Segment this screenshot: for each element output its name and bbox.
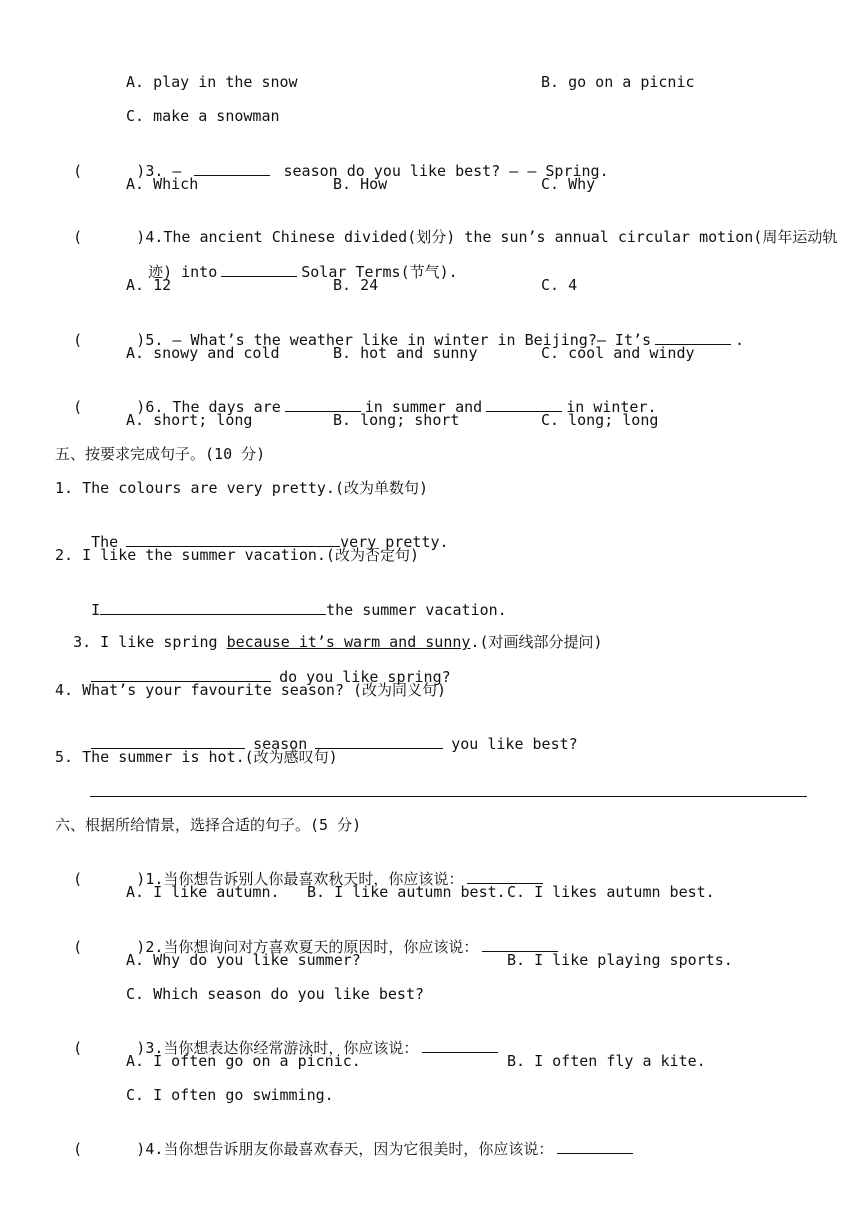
sentence-prompt: 4. What’s your favourite season? (改为同义句) — [55, 681, 447, 699]
answer-text: the summer vacation. — [326, 601, 507, 619]
question-4-cont — [130, 241, 458, 281]
question-text: The days are — [172, 398, 281, 416]
option-c: C. Which season do you like best? — [126, 985, 425, 1003]
option-a: A. Why do you like summer? — [126, 951, 361, 969]
answer-text: you like best? — [451, 735, 578, 753]
option-c: C. I likes autumn best. — [507, 883, 715, 901]
answer-blank[interactable] — [557, 1138, 633, 1154]
option-b: B. long; short — [333, 411, 460, 429]
option-a: A. Which — [126, 175, 199, 193]
answer-paren: ( ) — [73, 228, 146, 246]
answer-text: season — [253, 735, 308, 753]
option-a: A. I often go on a picnic. — [126, 1052, 361, 1070]
sentence-answer — [73, 511, 449, 551]
answer-blank[interactable] — [194, 160, 270, 176]
question-text: 4.当你想告诉朋友你最喜欢春天，因为它很美时，你应该说： — [145, 1140, 554, 1158]
option-b: B. I like autumn best. — [307, 883, 506, 901]
answer-paren: ( ) — [73, 938, 146, 956]
question-text: 迹) into — [148, 263, 218, 281]
option-b: B. How — [333, 175, 388, 193]
option-c: C. Why — [541, 175, 596, 193]
option-a: A. I like autumn. — [126, 883, 280, 901]
question-number: 3. — [145, 162, 164, 180]
question-6 — [55, 376, 657, 416]
answer-paren: ( ) — [73, 398, 146, 416]
answer-paren: ( ) — [73, 331, 146, 349]
situation-question — [55, 1017, 502, 1057]
option-c: C. 4 — [541, 276, 578, 294]
option-c: C. make a snowman — [126, 107, 280, 125]
sentence-answer — [73, 579, 507, 619]
situation-question — [55, 848, 547, 888]
underlined-part: because it’s warm and sunny — [226, 633, 471, 651]
option-a: A. 12 — [126, 276, 172, 294]
answer-text: do you like spring? — [279, 668, 451, 686]
question-text: 3.当你想表达你经常游泳时，你应该说： — [145, 1039, 419, 1057]
question-text: — What’s the weather like in winter in Beijing?— It’s — [172, 331, 652, 349]
question-text: The ancient Chinese divided(划分) the sun’s annual circular motion(周年运动轨 — [163, 228, 838, 246]
option-c: C. cool and windy — [541, 344, 695, 362]
option-b: B. 24 — [333, 276, 379, 294]
question-5 — [55, 309, 745, 349]
answer-paren: ( ) — [73, 1140, 146, 1158]
answer-paren: ( ) — [73, 870, 146, 888]
option-b: B. I like playing sports. — [507, 951, 733, 969]
question-number: 5. — [145, 331, 164, 349]
option-b: B. go on a picnic — [541, 73, 695, 91]
sentence-prompt: 1. The colours are very pretty.(改为单数句) — [55, 479, 429, 497]
section-heading: 五、按要求完成句子。(10 分) — [55, 445, 266, 463]
question-number: 4. — [145, 228, 164, 246]
sentence-prompt: 2. I like the summer vacation.(改为否定句) — [55, 546, 419, 564]
sentence-prompt — [55, 612, 603, 651]
question-3 — [55, 140, 609, 180]
answer-text: I — [91, 601, 101, 619]
option-a: A. snowy and cold — [126, 344, 280, 362]
question-text: . — [735, 331, 745, 349]
answer-paren: ( ) — [73, 162, 146, 180]
option-b: B. hot and sunny — [333, 344, 478, 362]
answer-line[interactable] — [90, 796, 807, 797]
option-c: C. long; long — [541, 411, 659, 429]
answer-paren: ( ) — [73, 1039, 146, 1057]
prompt-text: .(对画线部分提问) — [470, 633, 603, 651]
answer-text: The — [91, 533, 119, 551]
situation-question — [55, 1118, 637, 1158]
option-a: A. play in the snow — [126, 73, 298, 91]
question-text: 1.当你想告诉别人你最喜欢秋天时，你应该说： — [145, 870, 464, 888]
prompt-text: 3. I like spring — [73, 633, 227, 651]
question-text: in winter. — [566, 398, 657, 416]
option-c: C. I often go swimming. — [126, 1086, 334, 1104]
answer-blank[interactable] — [221, 261, 297, 277]
question-text: Solar Terms(节气). — [301, 263, 458, 281]
question-number: 6. — [145, 398, 164, 416]
sentence-prompt: 5. The summer is hot.(改为感叹句) — [55, 748, 338, 766]
question-text: 2.当你想询问对方喜欢夏天的原因时，你应该说： — [145, 938, 479, 956]
situation-question — [55, 916, 562, 956]
sentence-answer — [73, 646, 451, 686]
question-text: in summer and — [364, 398, 483, 416]
answer-text: very pretty. — [340, 533, 449, 551]
sentence-answer — [73, 713, 578, 753]
answer-blank[interactable] — [422, 1037, 498, 1053]
option-a: A. short; long — [126, 411, 253, 429]
question-4 — [55, 207, 838, 246]
section-heading: 六、根据所给情景，选择合适的句子。(5 分) — [55, 816, 362, 834]
option-b: B. I often fly a kite. — [507, 1052, 706, 1070]
question-text: season do you like best? — — Spring. — [274, 162, 609, 180]
question-text: — — [172, 162, 191, 180]
